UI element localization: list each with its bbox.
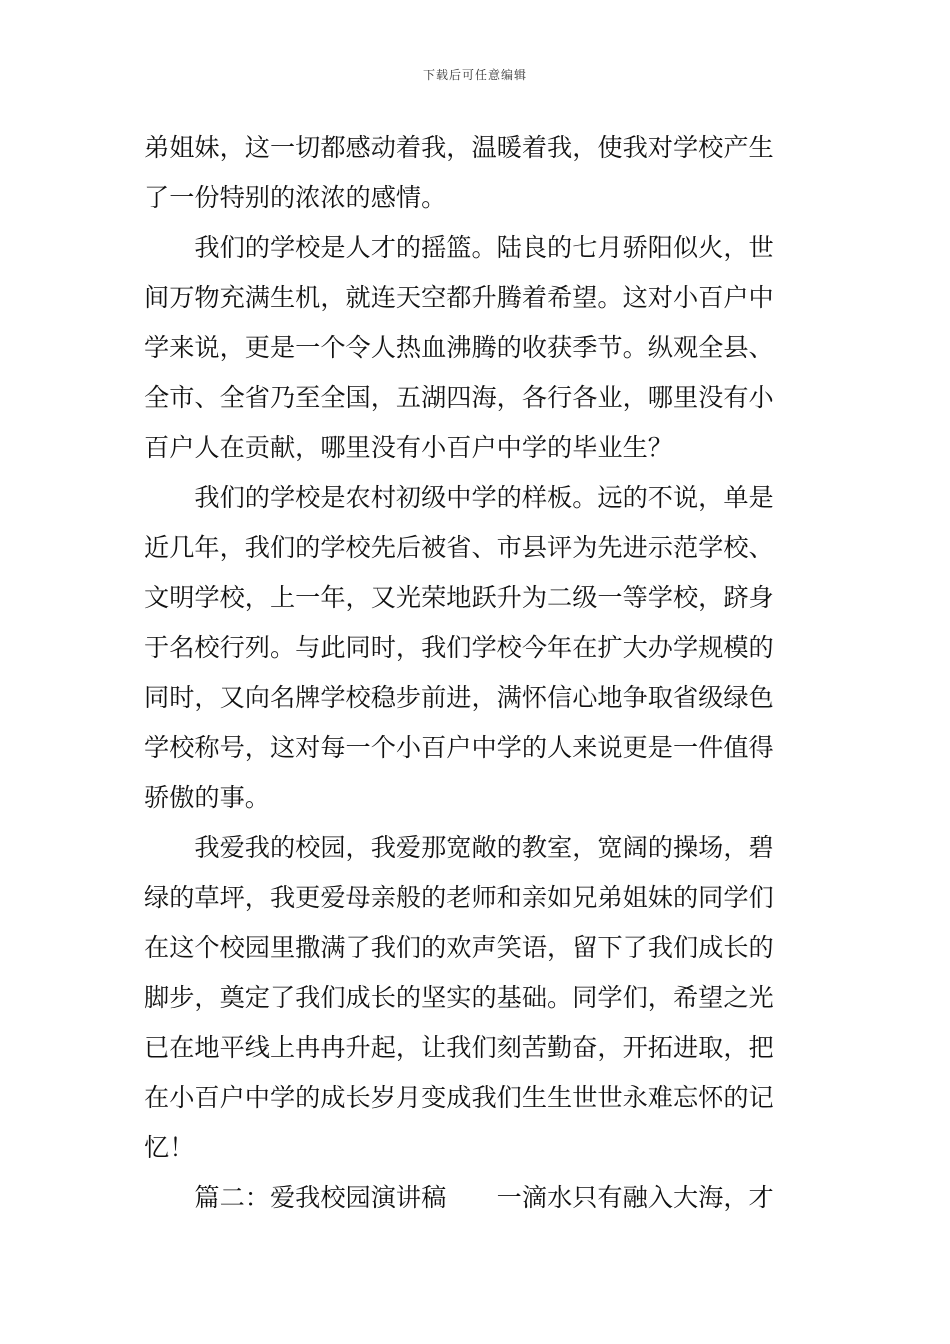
text-line: 弟姐妹，这一切都感动着我，温暖着我，使我对学校产生: [144, 133, 774, 162]
text-line: 我们的学校是农村初级中学的样板。远的不说，单是: [144, 483, 774, 512]
text-line: 间万物充满生机，就连天空都升腾着希望。这对小百户中: [144, 283, 774, 312]
text-line: 文明学校，上一年，又光荣地跃升为二级一等学校，跻身: [144, 583, 774, 612]
text-line: 在这个校园里撒满了我们的欢声笑语，留下了我们成长的: [144, 933, 774, 962]
text-line: 绿的草坪，我更爱母亲般的老师和亲如兄弟姐妹的同学们: [144, 883, 774, 912]
text-line: 同时，又向名牌学校稳步前进，满怀信心地争取省级绿色: [144, 683, 774, 712]
text-line: 篇二：爱我校园演讲稿 一滴水只有融入大海，才: [144, 1183, 774, 1212]
text-line: 全市、全省乃至全国，五湖四海，各行各业，哪里没有小: [144, 383, 774, 412]
body-text: [144, 123, 809, 1223]
text-line: 百户人在贡献，哪里没有小百户中学的毕业生？: [144, 433, 673, 462]
text-line: 骄傲的事。: [144, 783, 270, 812]
text-line: 在小百户中学的成长岁月变成我们生生世世永难忘怀的记: [144, 1083, 774, 1112]
text-line: 近几年，我们的学校先后被省、市县评为先进示范学校、: [144, 533, 774, 562]
text-line: 脚步，奠定了我们成长的坚实的基础。同学们，希望之光: [144, 983, 774, 1012]
text-line: 忆！: [144, 1133, 195, 1162]
text-line: 于名校行列。与此同时，我们学校今年在扩大办学规模的: [144, 633, 774, 662]
text-line: 我爱我的校园，我爱那宽敞的教室，宽阔的操场，碧: [144, 833, 774, 862]
text-line: 学来说，更是一个令人热血沸腾的收获季节。纵观全县、: [144, 333, 774, 362]
text-line: 了一份特别的浓浓的感情。: [144, 183, 447, 212]
text-line: 我们的学校是人才的摇篮。陆良的七月骄阳似火，世: [144, 233, 774, 262]
text-line: 已在地平线上冉冉升起，让我们刻苦勤奋，开拓进取，把: [144, 1033, 774, 1062]
page-header: 下载后可任意编辑: [422, 68, 527, 82]
text-line: 学校称号，这对每一个小百户中学的人来说更是一件值得: [144, 733, 774, 762]
